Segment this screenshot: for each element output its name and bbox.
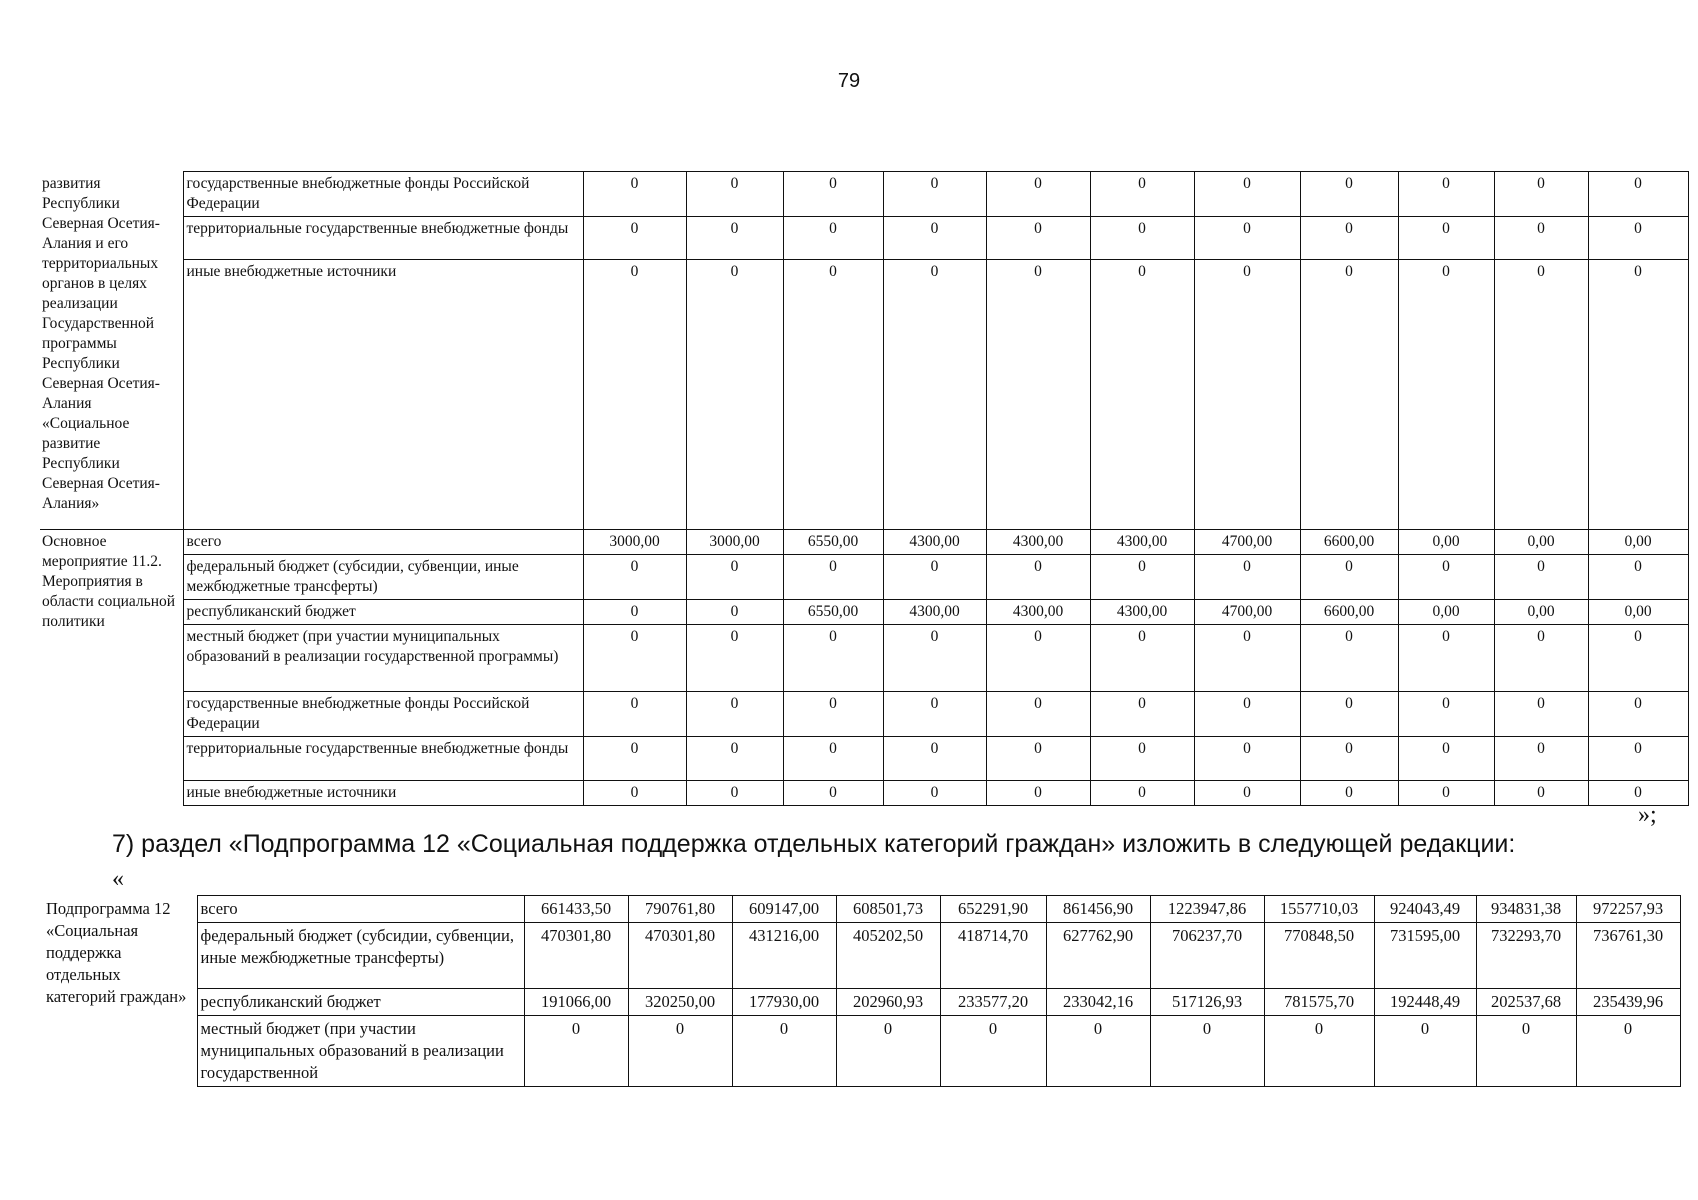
funding-value: 1557710,03 xyxy=(1264,896,1374,923)
funding-value: 0 xyxy=(1264,1016,1374,1087)
funding-value: 235439,96 xyxy=(1576,989,1680,1016)
funding-value: 0,00 xyxy=(1494,600,1588,625)
table-row xyxy=(40,555,1688,600)
funding-value: 0 xyxy=(1194,260,1300,530)
funding-value: 0 xyxy=(583,555,686,600)
funding-value: 0 xyxy=(583,260,686,530)
funding-value: 731595,00 xyxy=(1374,923,1476,989)
table-row xyxy=(40,737,1688,781)
funding-value: 0 xyxy=(583,781,686,806)
funding-table-top xyxy=(40,171,1689,806)
funding-value: 0 xyxy=(1398,555,1494,600)
funding-source: государственные внебюджетные фонды Российской Федерации xyxy=(183,172,583,217)
table-row xyxy=(40,625,1688,692)
funding-value: 0 xyxy=(1046,1016,1150,1087)
funding-value: 0,00 xyxy=(1588,600,1688,625)
section-heading-text: 7) раздел «Подпрограмма 12 «Социальная поддержка отдельных категорий граждан» изложить в следующей редакции: xyxy=(112,830,1516,858)
funding-value: 0 xyxy=(1588,260,1688,530)
funding-value: 0 xyxy=(732,1016,836,1087)
table-row xyxy=(40,260,1688,530)
funding-value: 0 xyxy=(1588,555,1688,600)
funding-value: 0 xyxy=(783,692,883,737)
funding-value: 0 xyxy=(883,555,986,600)
funding-source: иные внебюджетные источники xyxy=(183,260,583,530)
funding-value: 4300,00 xyxy=(1090,530,1194,555)
funding-value: 0 xyxy=(1300,217,1398,260)
funding-value: 790761,80 xyxy=(628,896,732,923)
funding-value: 0 xyxy=(628,1016,732,1087)
funding-value: 0 xyxy=(1494,781,1588,806)
funding-value: 0,00 xyxy=(1398,530,1494,555)
funding-value: 0 xyxy=(783,781,883,806)
funding-value: 0 xyxy=(883,737,986,781)
funding-value: 0 xyxy=(986,737,1090,781)
funding-value: 0 xyxy=(686,625,783,692)
funding-value: 0 xyxy=(1494,217,1588,260)
activity-label: Подпрограмма 12 «Социальная поддержка отдельных категорий граждан» xyxy=(40,896,197,1087)
funding-value: 0 xyxy=(783,172,883,217)
funding-value: 0 xyxy=(1300,625,1398,692)
funding-value: 0 xyxy=(1090,625,1194,692)
funding-value: 0 xyxy=(583,172,686,217)
funding-value: 0 xyxy=(986,260,1090,530)
table-row xyxy=(40,530,1688,555)
funding-value: 609147,00 xyxy=(732,896,836,923)
table-row xyxy=(40,692,1688,737)
funding-source: республиканский бюджет xyxy=(183,600,583,625)
funding-value: 0 xyxy=(1090,737,1194,781)
funding-value: 431216,00 xyxy=(732,923,836,989)
funding-value: 0 xyxy=(883,781,986,806)
funding-source: всего xyxy=(197,896,524,923)
funding-source: всего xyxy=(183,530,583,555)
funding-value: 0 xyxy=(1090,781,1194,806)
funding-value: 0 xyxy=(1494,737,1588,781)
funding-value: 233577,20 xyxy=(940,989,1046,1016)
funding-source: местный бюджет (при участии муниципальных образований в реализации государственной xyxy=(197,1016,524,1087)
funding-value: 0 xyxy=(1300,172,1398,217)
table-row xyxy=(40,781,1688,806)
funding-value: 781575,70 xyxy=(1264,989,1374,1016)
funding-value: 4700,00 xyxy=(1194,600,1300,625)
funding-value: 0 xyxy=(1300,260,1398,530)
funding-value: 0 xyxy=(686,217,783,260)
funding-value: 0 xyxy=(1494,555,1588,600)
funding-value: 736761,30 xyxy=(1576,923,1680,989)
funding-value: 0 xyxy=(686,260,783,530)
funding-value: 0 xyxy=(1300,737,1398,781)
funding-value: 6550,00 xyxy=(783,600,883,625)
funding-value: 405202,50 xyxy=(836,923,940,989)
funding-value: 191066,00 xyxy=(524,989,628,1016)
funding-value: 0 xyxy=(686,737,783,781)
funding-value: 732293,70 xyxy=(1476,923,1576,989)
funding-value: 0 xyxy=(783,555,883,600)
funding-value: 0 xyxy=(583,737,686,781)
funding-source: республиканский бюджет xyxy=(197,989,524,1016)
funding-source: федеральный бюджет (субсидии, субвенции, иные межбюджетные трансферты) xyxy=(183,555,583,600)
funding-value: 0 xyxy=(1494,692,1588,737)
funding-value: 202960,93 xyxy=(836,989,940,1016)
funding-value: 0 xyxy=(783,260,883,530)
funding-value: 0 xyxy=(1398,781,1494,806)
funding-value: 0 xyxy=(1194,737,1300,781)
funding-value: 0 xyxy=(686,600,783,625)
funding-table-bottom xyxy=(40,895,1681,1087)
funding-value: 0 xyxy=(686,555,783,600)
funding-value: 0 xyxy=(1090,555,1194,600)
funding-value: 0 xyxy=(1150,1016,1264,1087)
table-row xyxy=(40,217,1688,260)
funding-value: 972257,93 xyxy=(1576,896,1680,923)
funding-value: 0,00 xyxy=(1494,530,1588,555)
table-row xyxy=(40,172,1688,217)
funding-source: территориальные государственные внебюджетные фонды xyxy=(183,737,583,781)
table-row xyxy=(40,600,1688,625)
funding-value: 0 xyxy=(986,625,1090,692)
funding-value: 470301,80 xyxy=(524,923,628,989)
funding-value: 0 xyxy=(883,625,986,692)
funding-value: 0 xyxy=(1398,217,1494,260)
funding-value: 0 xyxy=(1300,555,1398,600)
funding-value: 0 xyxy=(1588,217,1688,260)
opening-quote-mark: « xyxy=(112,866,124,892)
funding-value: 770848,50 xyxy=(1264,923,1374,989)
funding-value: 652291,90 xyxy=(940,896,1046,923)
funding-value: 0 xyxy=(1090,260,1194,530)
funding-value: 0 xyxy=(1194,625,1300,692)
funding-value: 0 xyxy=(583,625,686,692)
funding-value: 4700,00 xyxy=(1194,530,1300,555)
funding-value: 0 xyxy=(883,172,986,217)
funding-value: 0 xyxy=(1588,781,1688,806)
funding-value: 0 xyxy=(1398,692,1494,737)
funding-value: 0 xyxy=(1090,217,1194,260)
funding-value: 0 xyxy=(1588,172,1688,217)
funding-value: 627762,90 xyxy=(1046,923,1150,989)
funding-value: 320250,00 xyxy=(628,989,732,1016)
funding-source: иные внебюджетные источники xyxy=(183,781,583,806)
funding-value: 1223947,86 xyxy=(1150,896,1264,923)
activity-label: развития Республики Северная Осетия-Алания и его территориальных органов в целях реализации Государственной программы Республики Северная Осетия-Алания «Социальное развитие Республики Северная Осетия-Алания» xyxy=(40,172,183,530)
funding-value: 418714,70 xyxy=(940,923,1046,989)
funding-value: 0 xyxy=(883,217,986,260)
funding-value: 0 xyxy=(1374,1016,1476,1087)
funding-source: государственные внебюджетные фонды Российской Федерации xyxy=(183,692,583,737)
activity-label: Основное мероприятие 11.2. Мероприятия в области социальной политики xyxy=(40,530,183,806)
funding-value: 0 xyxy=(783,217,883,260)
funding-value: 0 xyxy=(836,1016,940,1087)
funding-value: 192448,49 xyxy=(1374,989,1476,1016)
funding-value: 6600,00 xyxy=(1300,530,1398,555)
funding-value: 0 xyxy=(883,692,986,737)
funding-value: 4300,00 xyxy=(1090,600,1194,625)
funding-value: 0 xyxy=(1398,625,1494,692)
funding-value: 0 xyxy=(986,555,1090,600)
funding-value: 177930,00 xyxy=(732,989,836,1016)
funding-source: местный бюджет (при участии муниципальных образований в реализации государственной программы) xyxy=(183,625,583,692)
funding-value: 0 xyxy=(583,217,686,260)
funding-value: 3000,00 xyxy=(583,530,686,555)
funding-value: 0 xyxy=(883,260,986,530)
funding-value: 661433,50 xyxy=(524,896,628,923)
funding-value: 4300,00 xyxy=(986,530,1090,555)
funding-value: 0 xyxy=(1090,172,1194,217)
funding-value: 0 xyxy=(524,1016,628,1087)
funding-value: 934831,38 xyxy=(1476,896,1576,923)
funding-value: 0 xyxy=(1476,1016,1576,1087)
funding-source: федеральный бюджет (субсидии, субвенции, иные межбюджетные трансферты) xyxy=(197,923,524,989)
funding-value: 0,00 xyxy=(1398,600,1494,625)
funding-value: 0 xyxy=(1398,260,1494,530)
funding-value: 0 xyxy=(1194,781,1300,806)
funding-value: 0 xyxy=(1576,1016,1680,1087)
funding-value: 0 xyxy=(583,692,686,737)
funding-value: 0 xyxy=(1300,692,1398,737)
funding-value: 6550,00 xyxy=(783,530,883,555)
table-row xyxy=(40,989,1680,1016)
funding-value: 470301,80 xyxy=(628,923,732,989)
funding-value: 0 xyxy=(1588,692,1688,737)
funding-value: 0 xyxy=(1194,217,1300,260)
table-row xyxy=(40,923,1680,989)
funding-value: 0 xyxy=(783,625,883,692)
funding-value: 0 xyxy=(986,692,1090,737)
funding-value: 0 xyxy=(686,172,783,217)
funding-value: 0 xyxy=(940,1016,1046,1087)
funding-value: 4300,00 xyxy=(883,600,986,625)
funding-value: 0 xyxy=(1588,737,1688,781)
funding-value: 706237,70 xyxy=(1150,923,1264,989)
funding-value: 0 xyxy=(1398,172,1494,217)
funding-value: 6600,00 xyxy=(1300,600,1398,625)
funding-value: 0 xyxy=(686,781,783,806)
funding-value: 924043,49 xyxy=(1374,896,1476,923)
funding-value: 0,00 xyxy=(1588,530,1688,555)
table-row xyxy=(40,896,1680,923)
funding-value: 0 xyxy=(986,781,1090,806)
funding-value: 4300,00 xyxy=(883,530,986,555)
funding-value: 0 xyxy=(1494,625,1588,692)
funding-value: 0 xyxy=(1588,625,1688,692)
funding-value: 517126,93 xyxy=(1150,989,1264,1016)
funding-value: 0 xyxy=(1194,692,1300,737)
funding-value: 0 xyxy=(1090,692,1194,737)
funding-value: 0 xyxy=(783,737,883,781)
funding-value: 0 xyxy=(1494,260,1588,530)
funding-value: 861456,90 xyxy=(1046,896,1150,923)
funding-source: территориальные государственные внебюджетные фонды xyxy=(183,217,583,260)
funding-value: 0 xyxy=(986,172,1090,217)
funding-value: 4300,00 xyxy=(986,600,1090,625)
funding-value: 608501,73 xyxy=(836,896,940,923)
funding-value: 0 xyxy=(583,600,686,625)
closing-quote-mark: »; xyxy=(1638,802,1657,828)
funding-value: 0 xyxy=(1398,737,1494,781)
page-number: 79 xyxy=(837,70,861,92)
table-row xyxy=(40,1016,1680,1087)
funding-value: 0 xyxy=(1300,781,1398,806)
funding-value: 233042,16 xyxy=(1046,989,1150,1016)
funding-value: 3000,00 xyxy=(686,530,783,555)
funding-value: 0 xyxy=(1194,555,1300,600)
funding-value: 0 xyxy=(986,217,1090,260)
funding-value: 0 xyxy=(1494,172,1588,217)
funding-value: 0 xyxy=(1194,172,1300,217)
funding-value: 0 xyxy=(686,692,783,737)
funding-value: 202537,68 xyxy=(1476,989,1576,1016)
